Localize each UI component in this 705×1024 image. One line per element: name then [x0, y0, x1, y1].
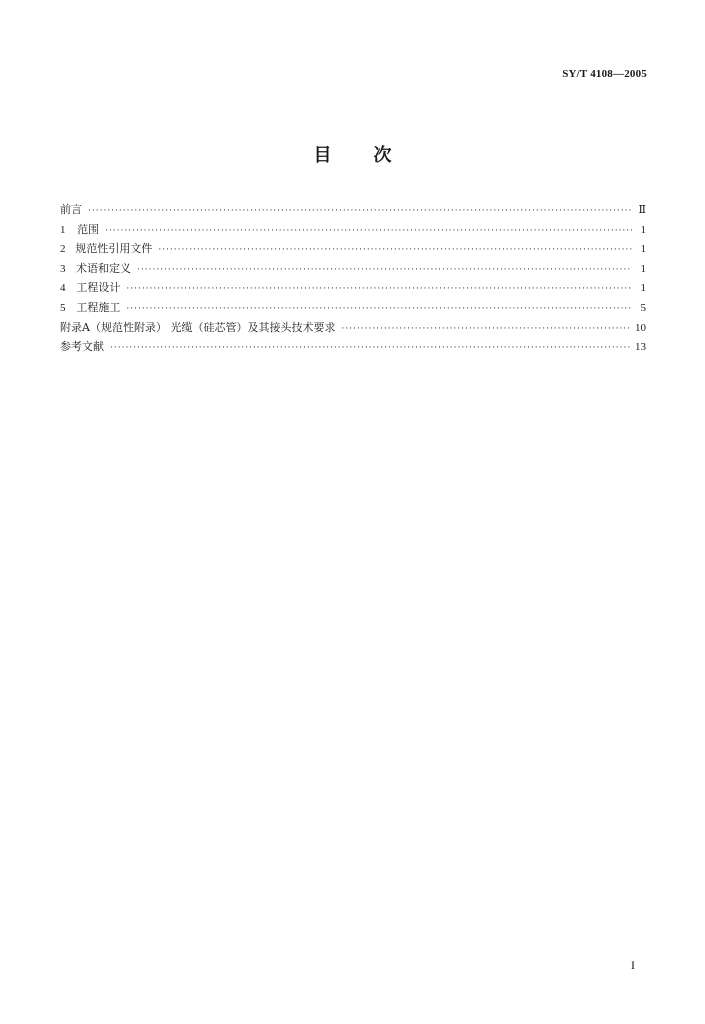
toc-entry-page: 1	[640, 262, 646, 275]
toc-entry-number: 5	[60, 301, 66, 314]
page-title-part1: 目	[313, 145, 332, 166]
toc-leader-dots	[110, 339, 631, 359]
toc-entry[interactable]	[60, 259, 646, 279]
toc-entry-number: 3	[60, 262, 66, 275]
toc-entry-page: 1	[640, 282, 646, 295]
standard-code: SY/T 4108—2005	[562, 68, 647, 80]
table-of-contents	[60, 200, 646, 357]
toc-leader-dots	[341, 320, 631, 340]
toc-entry-number: 1	[60, 223, 66, 236]
toc-entry-page: 5	[640, 301, 646, 314]
toc-entry[interactable]	[60, 337, 646, 357]
toc-entry[interactable]	[60, 298, 646, 318]
page-title-part2: 次	[373, 145, 392, 166]
toc-entry-label: 范围	[77, 222, 100, 236]
toc-entry[interactable]	[60, 318, 646, 338]
toc-entry-page: Ⅱ	[638, 204, 646, 216]
toc-leader-dots	[137, 261, 632, 281]
toc-entry-label: 规范性引用文件	[75, 242, 153, 256]
toc-entry-label: 参考文献	[60, 340, 104, 354]
toc-entry-page: 1	[640, 243, 646, 256]
toc-leader-dots	[105, 222, 632, 242]
toc-leader-dots	[126, 280, 632, 300]
toc-entry-page: 1	[640, 223, 646, 236]
page-title	[0, 141, 705, 167]
toc-entry-label: 工程设计	[76, 281, 121, 295]
toc-leader-dots	[158, 241, 632, 261]
toc-entry-page: 13	[635, 341, 646, 354]
toc-entry-label: 术语和定义	[76, 261, 132, 275]
toc-entry-label: 附录A（规范性附录） 光缆（硅芯管）及其接头技术要求	[60, 320, 336, 334]
toc-entry-page: 10	[635, 321, 646, 334]
toc-entry-number: 2	[60, 243, 66, 256]
toc-entry-number: 4	[60, 282, 66, 295]
toc-entry[interactable]	[60, 239, 646, 259]
page-number: I	[631, 958, 635, 972]
toc-entry[interactable]	[60, 278, 646, 298]
toc-entry[interactable]	[60, 200, 646, 220]
toc-entry-label: 前言	[60, 203, 82, 216]
toc-entry-label: 工程施工	[76, 300, 121, 314]
toc-entry[interactable]	[60, 220, 646, 240]
toc-leader-dots	[88, 202, 632, 222]
